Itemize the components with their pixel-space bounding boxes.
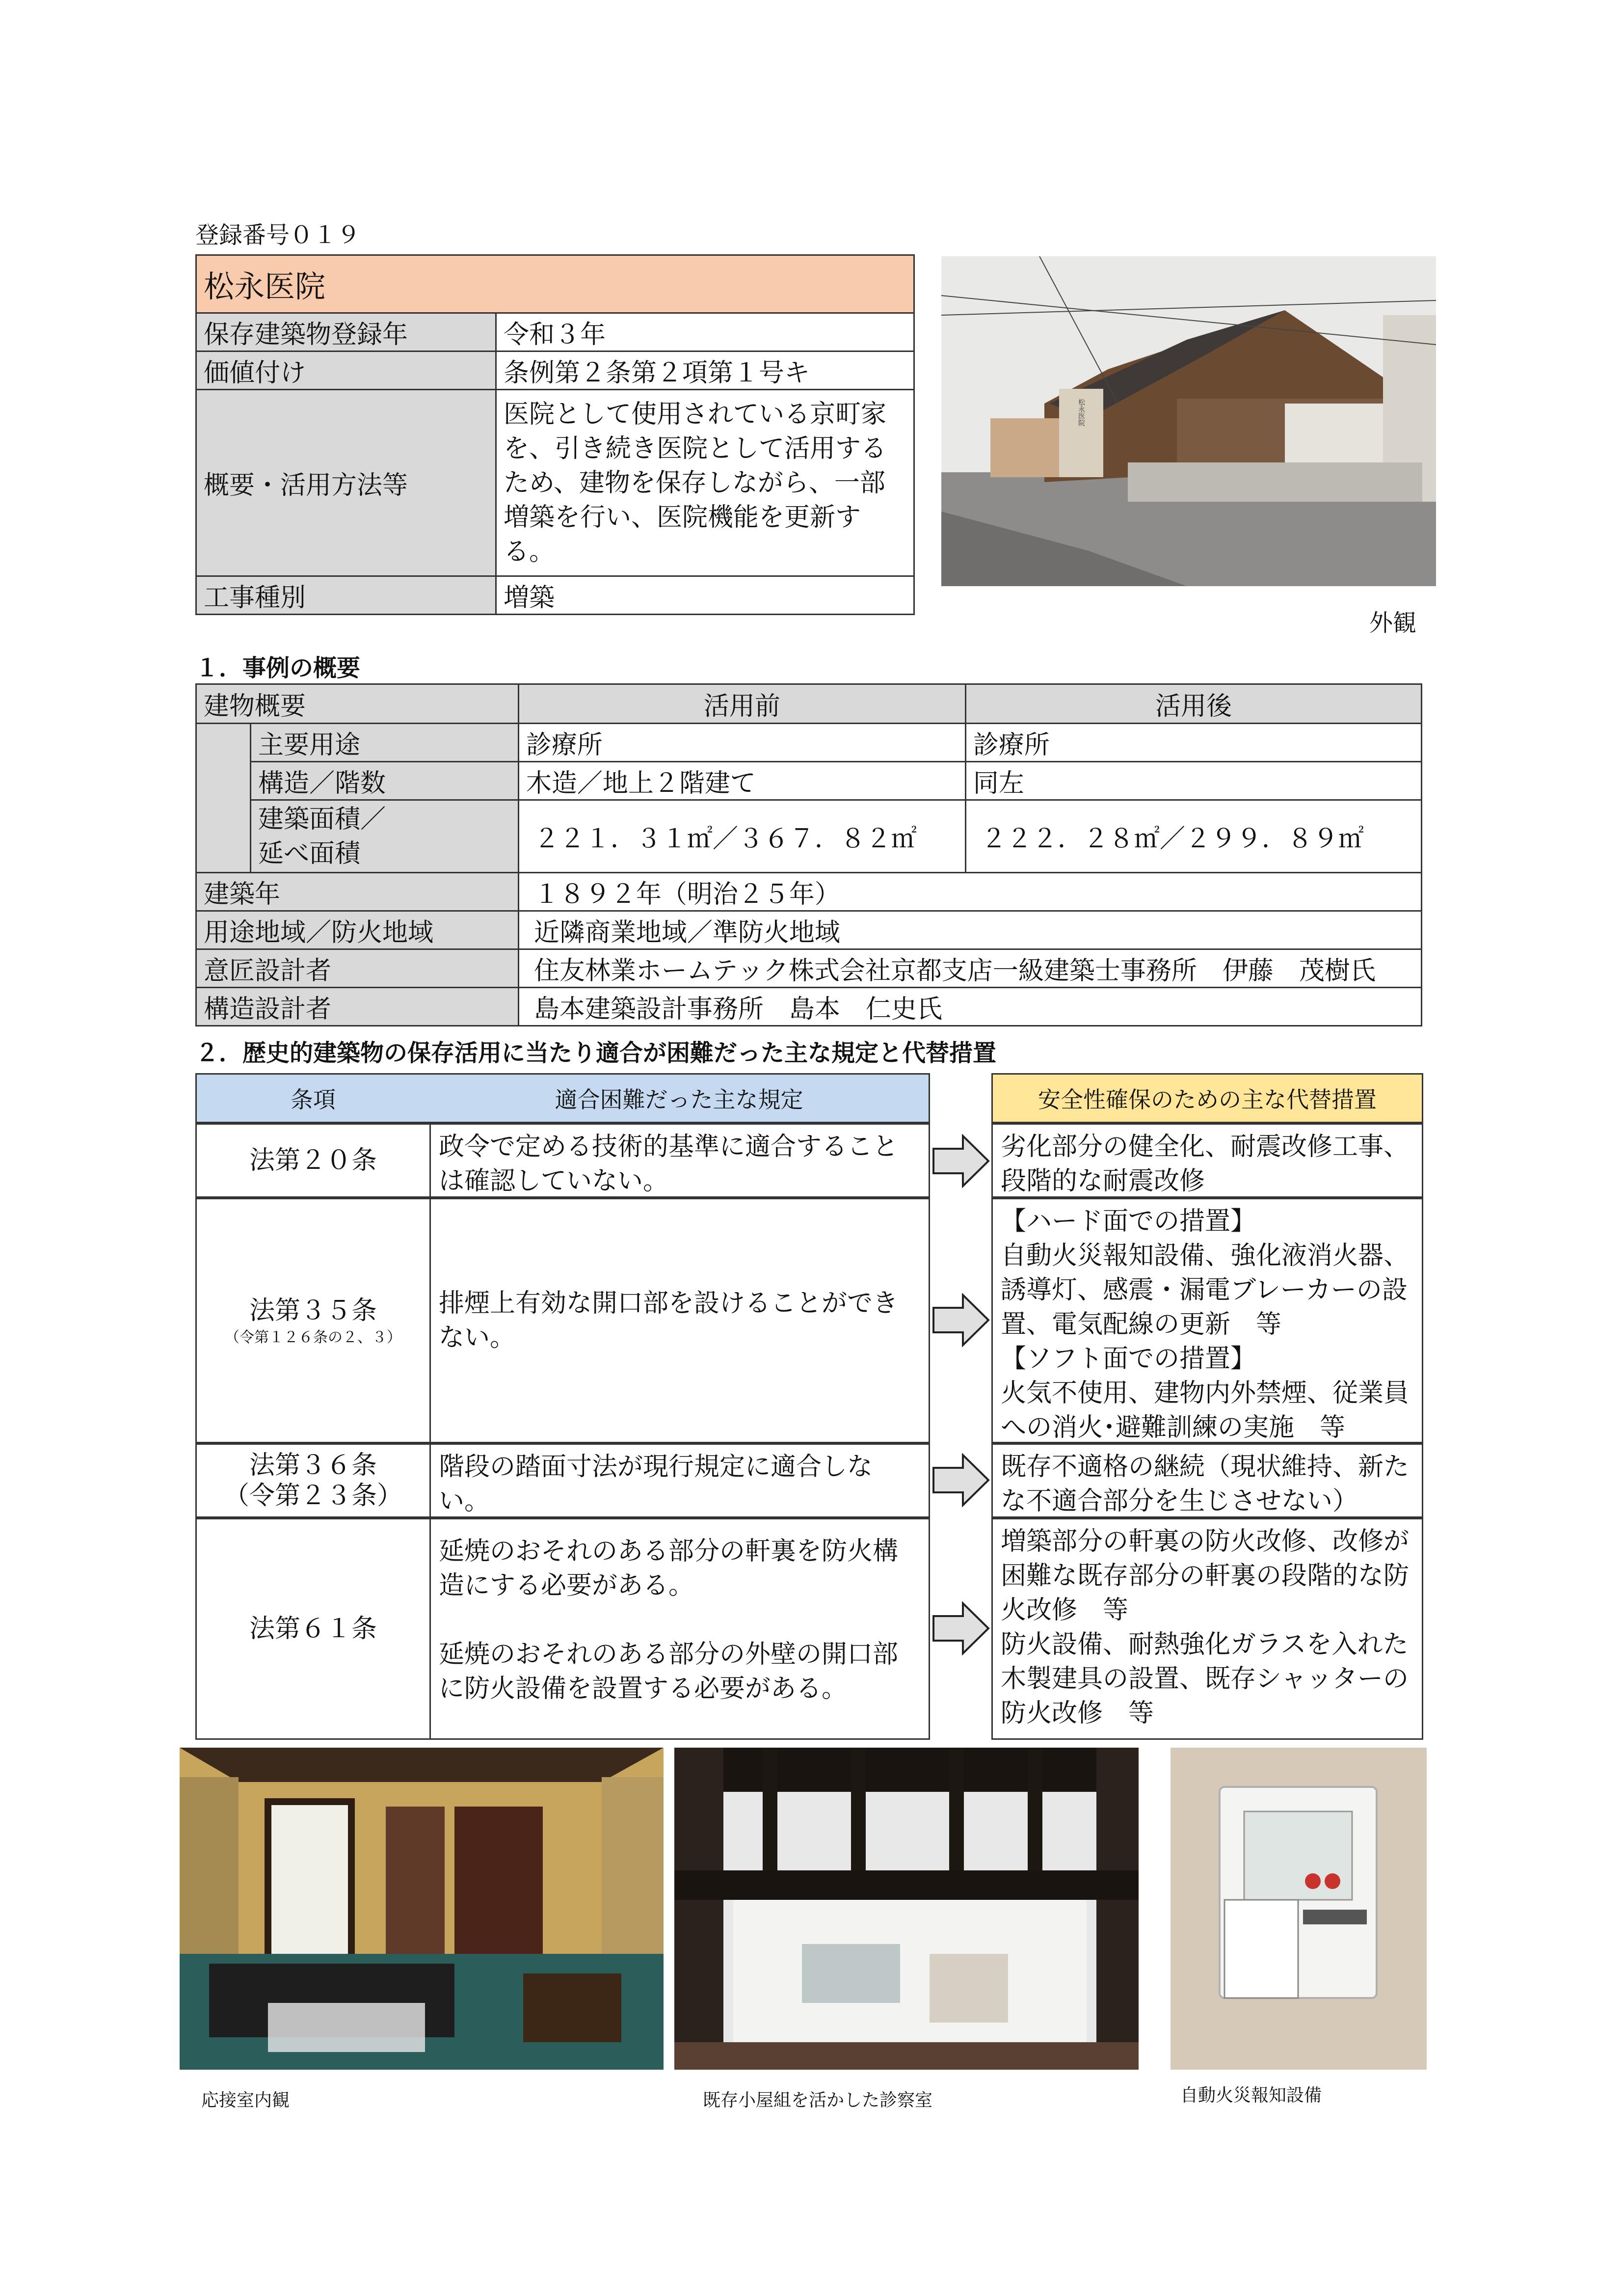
right-arrow-icon (931, 1601, 990, 1655)
overview-sub-label: 主要用途 (251, 724, 519, 762)
measure-line: 火気不使用、建物内外禁煙、従業員への消火･避難訓練の実施 等 (1001, 1378, 1410, 1442)
measure-cell (991, 1198, 1423, 1443)
measure-line: 【ハード面での措置】 (1001, 1207, 1256, 1236)
reception-caption: 応接室内観 (201, 2090, 290, 2110)
overview-label: 用途地域／防火地域 (196, 911, 519, 949)
exterior-sign-text: 松永医院 (1077, 399, 1085, 426)
overview-label: 建築年 (196, 873, 519, 911)
article-label: 法第２０条 (249, 1146, 377, 1175)
measure-line: 【ソフト面での措置】 (1001, 1344, 1256, 1374)
right-arrow-icon (931, 1293, 990, 1347)
overview-sub-after: 同左 (965, 762, 1421, 800)
overview-sub-before: 木造／地上２階建て (518, 762, 965, 800)
rule-cell: 政令で定める技術的基準に適合することは確認していない。 (429, 1123, 930, 1198)
header-measure: 安全性確保のための主な代替措置 (991, 1073, 1423, 1123)
overview-sub-after: ２２２．２８㎡／２９９．８９㎡ (965, 800, 1421, 873)
rule-text: 延焼のおそれのある部分の軒裏を防火構造にする必要がある。 (439, 1537, 899, 1600)
rule-text: 延焼のおそれのある部分の外壁の開口部に防火設備を設置する必要がある。 (439, 1640, 899, 1703)
overview-sub-label (251, 800, 519, 873)
right-arrow-icon (931, 1453, 990, 1507)
section1-title: １．事例の概要 (195, 654, 361, 682)
info-value: 増築 (496, 576, 914, 615)
article-cell (195, 1198, 431, 1443)
article-sub: （令第２３条） (223, 1481, 402, 1511)
exam-room-caption: 既存小屋組を活かした診察室 (703, 2090, 933, 2110)
overview-value: 島本建築設計事務所 島本 仁史氏 (518, 988, 1421, 1026)
overview-sub-before: ２２１．３１㎡／３６７．８２㎡ (518, 800, 965, 873)
measure-line: 既存不適格の継続（現状維持、新たな不適合部分を生じさせない） (1001, 1452, 1410, 1516)
info-value: 条例第２条第２項第１号キ (496, 351, 914, 390)
header-rule: 適合困難だった主な規定 (429, 1073, 930, 1123)
section2-title: ２．歴史的建築物の保存活用に当たり適合が困難だった主な規定と代替措置 (195, 1039, 997, 1067)
article-label: 法第６１条 (249, 1614, 377, 1644)
measure-cell (991, 1443, 1423, 1518)
overview-sub-before: 診療所 (518, 724, 965, 762)
overview-value: １８９２年（明治２５年） (518, 873, 1421, 911)
article-cell (195, 1518, 431, 1740)
rule-cell: 階段の踏面寸法が現行規定に適合しない。 (429, 1443, 930, 1518)
measure-cell (991, 1518, 1423, 1740)
rule-cell (429, 1518, 930, 1740)
overview-head-before: 活用前 (518, 684, 965, 724)
overview-label: 構造設計者 (196, 988, 519, 1026)
registration-number: 登録番号０１９ (195, 221, 361, 249)
info-label: 保存建築物登録年 (196, 313, 496, 351)
overview-value: 近隣商業地域／準防火地域 (518, 911, 1421, 949)
right-arrow-icon (931, 1134, 990, 1188)
overview-sub-after: 診療所 (965, 724, 1421, 762)
article-cell (195, 1123, 431, 1198)
measure-line: 自動火災報知設備、強化液消火器、誘導灯、感震・漏電ブレーカーの設置、電気配線の更新 等 (1001, 1241, 1410, 1339)
overview-head-after: 活用後 (965, 684, 1421, 724)
info-table (195, 254, 915, 615)
info-label: 価値付け (196, 351, 496, 390)
measure-cell (991, 1123, 1423, 1198)
article-label: 法第３６条 (249, 1451, 377, 1480)
header-article: 条項 (195, 1073, 431, 1123)
area-label-line1: 建築面積／ (258, 804, 386, 834)
fire-alarm-photo (1171, 1748, 1427, 2070)
measure-line: 増築部分の軒裏の防火改修、改修が困難な既存部分の軒裏の段階的な防火改修 等 (1001, 1527, 1410, 1625)
info-label: 概要・活用方法等 (196, 390, 496, 576)
article-label: 法第３５条 (249, 1296, 377, 1325)
fire-alarm-caption: 自動火災報知設備 (1180, 2085, 1322, 2106)
rule-cell: 排煙上有効な開口部を設けることができない。 (429, 1198, 930, 1443)
measure-line: 防火設備、耐熱強化ガラスを入れた木製建具の設置、既存シャッターの防火改修 等 (1001, 1630, 1409, 1728)
info-label: 工事種別 (196, 576, 496, 615)
overview-table (195, 683, 1422, 1026)
exam-room-photo (674, 1748, 1139, 2070)
article-sub: （令第１２６条の２、３） (225, 1329, 401, 1346)
overview-label: 意匠設計者 (196, 949, 519, 988)
exterior-caption: 外観 (1369, 609, 1417, 637)
exterior-photo (941, 256, 1436, 586)
measure-line: 劣化部分の健全化、耐震改修工事、段階的な耐震改修 (1001, 1132, 1410, 1196)
reception-room-photo (180, 1748, 664, 2070)
info-value: 令和３年 (496, 313, 914, 351)
overview-value: 住友林業ホームテック株式会社京都支店一級建築士事務所 伊藤 茂樹氏 (518, 949, 1421, 988)
overview-head-label: 建物概要 (196, 684, 519, 724)
overview-sub-label: 構造／階数 (251, 762, 519, 800)
article-cell (195, 1443, 431, 1518)
area-label-line2: 延べ面積 (258, 838, 361, 868)
info-value: 医院として使用されている京町家を、引き続き医院として活用するため、建物を保存しながら、一部増築を行い、医院機能を更新する。 (496, 390, 914, 576)
building-name: 松永医院 (196, 255, 914, 313)
